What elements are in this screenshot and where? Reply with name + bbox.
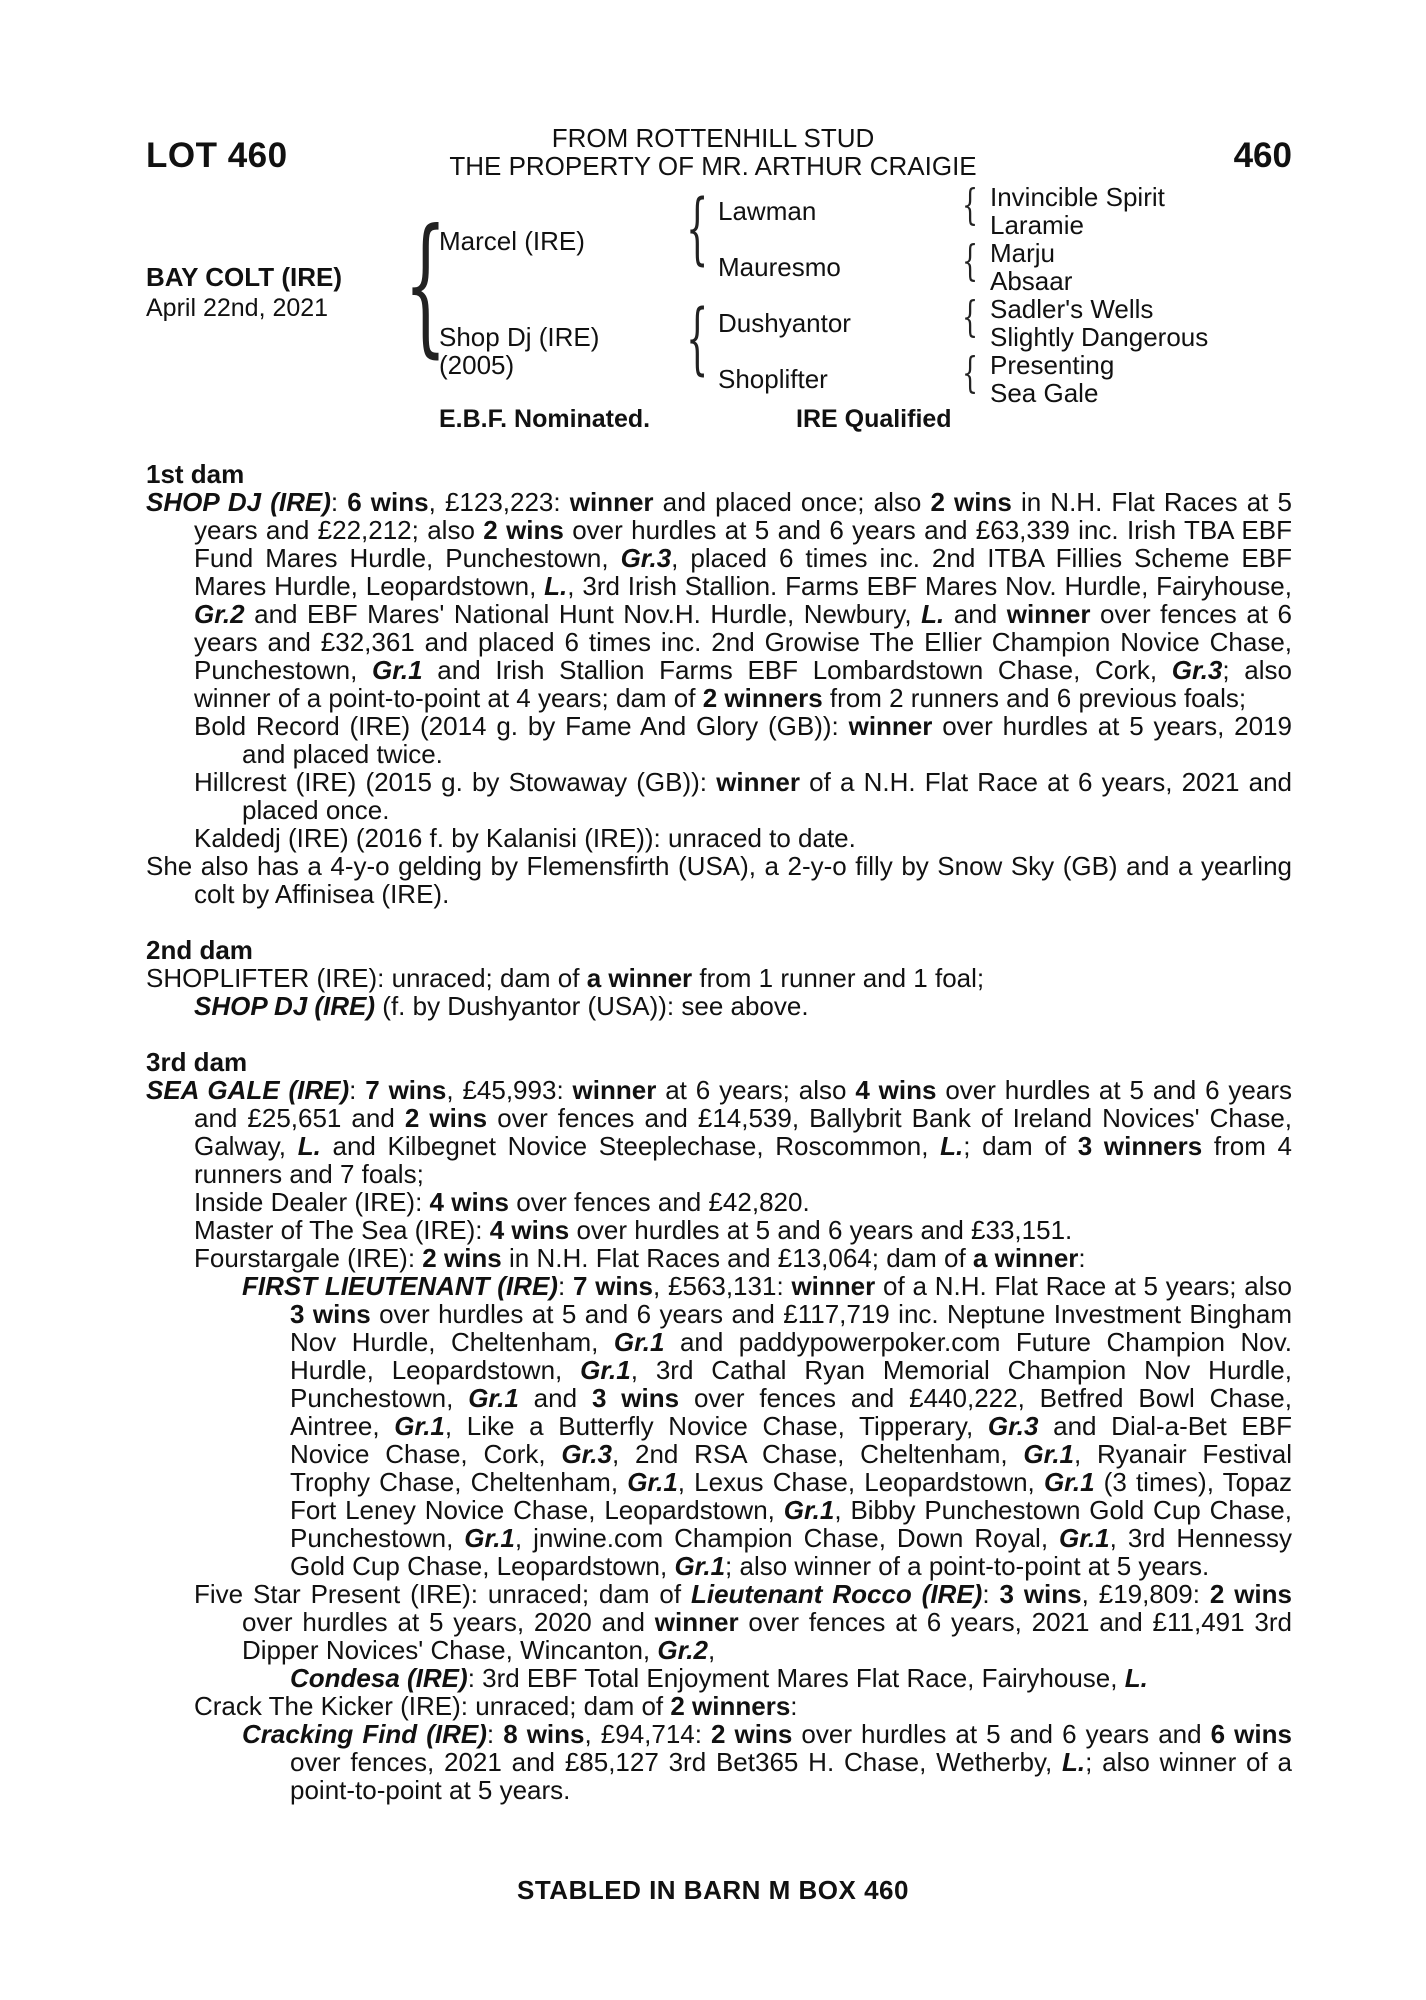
text: from 2 runners and 6 previous foals; (822, 683, 1247, 713)
pedigree-g6: Slightly Dangerous (990, 322, 1209, 352)
horse-name: Lieutenant Rocco (IRE) (690, 1579, 983, 1609)
text: , Ryanair Festival Trophy Chase, Cheltenham, (290, 1439, 1292, 1497)
pedigree-brace-g2: { (962, 236, 979, 285)
grade: Gr.1 (674, 1551, 726, 1581)
catalogue-body (146, 460, 1292, 1804)
grade: Gr.3 (561, 1439, 612, 1469)
wins: 4 wins (489, 1215, 570, 1245)
text: and Kilbegnet Novice Steeplechase, Roscommon, (320, 1131, 941, 1161)
text: , £563,131: (653, 1271, 792, 1301)
wins: 8 wins (503, 1719, 585, 1749)
pedigree-sire-sire: Lawman (718, 196, 817, 226)
wins: 4 wins (429, 1187, 510, 1217)
offspring-hillcrest (194, 768, 1292, 824)
horse-name: Cracking Find (IRE) (242, 1719, 487, 1749)
text: over hurdles at 5 years, 2019 and placed twice. (242, 711, 1292, 769)
text: over fences and £14,539, Ballybrit Bank of Ireland Novices' Chase, Galway, (194, 1103, 1292, 1161)
text: : (982, 1579, 1000, 1609)
pedigree-dam-dam: Shoplifter (718, 364, 828, 394)
consignor-block (0, 124, 1426, 180)
pedigree-brace-g1: { (962, 180, 979, 229)
pedigree-g8: Sea Gale (990, 378, 1099, 408)
pedigree-g5: Sadler's Wells (990, 294, 1154, 324)
pedigree-dam-sire: Dushyantor (718, 308, 851, 338)
winners: 2 winners (670, 1691, 791, 1721)
listed: L. (1124, 1663, 1148, 1693)
text: over fences and £440,222, Betfred Bowl Chase, Aintree, (290, 1383, 1292, 1441)
text: (3 times), Topaz Fort Leney Novice Chase, Leopardstown, (290, 1467, 1292, 1525)
grade: Gr.3 (1171, 655, 1223, 685)
text: Five Star Present (IRE): unraced; dam of (194, 1579, 691, 1609)
grade: Gr.1 (1059, 1523, 1110, 1553)
pedigree-g2: Laramie (990, 210, 1084, 240)
pedigree-g1: Invincible Spirit (990, 182, 1165, 212)
horse-name: FIRST LIEUTENANT (IRE) (242, 1271, 558, 1301)
text: at 6 years; also (656, 1075, 856, 1105)
text: , £19,809: (1081, 1579, 1210, 1609)
text: and Irish Stallion Farms EBF Lombardstown Chase, Cork, (422, 655, 1172, 685)
text: and (518, 1383, 592, 1413)
text: and (944, 599, 1007, 629)
text: , Like a Butterfly Novice Chase, Tipperary, (444, 1411, 988, 1441)
text: ; dam of (963, 1131, 1078, 1161)
winner: winner (572, 1075, 657, 1105)
pedigree-sire-dam: Mauresmo (718, 252, 841, 282)
wins: 2 wins (483, 515, 564, 545)
pedigree-brace-g3: { (962, 292, 979, 341)
dam-name: SHOP DJ (IRE) (146, 487, 331, 517)
text: from 4 runners and 7 foals; (194, 1131, 1293, 1189)
listed: L. (940, 1131, 964, 1161)
horse-name: SHOP DJ (IRE) (194, 991, 376, 1021)
lot-label: LOT 460 (146, 136, 288, 175)
pedigree-brace-g4: { (962, 348, 979, 397)
first-dam-record (146, 488, 1292, 712)
text: over hurdles at 5 and 6 years and £63,339 inc. Irish TBA EBF Fund Mares Hurdle, Punchestown, (194, 515, 1292, 573)
wins: 6 wins (347, 487, 429, 517)
text: , 3rd Cathal Ryan Memorial Champion Nov Hurdle, Punchestown, (290, 1355, 1292, 1413)
pedigree-g4: Absaar (990, 266, 1073, 296)
wins: 3 wins (999, 1579, 1082, 1609)
winner: a winner (972, 1243, 1079, 1273)
winners: 3 winners (1077, 1131, 1203, 1161)
grade: Gr.3 (620, 543, 672, 573)
text: , £94,714: (584, 1719, 712, 1749)
third-dam-heading: 3rd dam (146, 1047, 248, 1077)
pedigree-brace-main: { (404, 198, 447, 372)
text: Hillcrest (IRE) (2015 g. by Stowaway (GB)): (194, 767, 717, 797)
wins: 2 wins (711, 1719, 793, 1749)
text: , £123,223: (428, 487, 570, 517)
second-dam-record (146, 964, 1292, 992)
second-dam-offspring (194, 992, 1292, 1020)
from-line: FROM ROTTENHILL STUD (551, 123, 875, 153)
text: Inside Dealer (IRE): (194, 1187, 430, 1217)
text: : (557, 1271, 573, 1301)
text: : (790, 1691, 798, 1721)
text: from 1 runner and 1 foal; (692, 963, 985, 993)
winner: winner (569, 487, 654, 517)
wins: 2 wins (930, 487, 1012, 517)
winner: winner (716, 767, 800, 797)
text: ; also winner of a point-to-point at 5 years. (725, 1551, 1210, 1581)
listed: L. (297, 1131, 321, 1161)
text: , Bibby Punchestown Gold Cup Chase, Punchestown, (290, 1495, 1292, 1553)
grandoffspring-condesa (290, 1664, 1292, 1692)
grade: Gr.1 (1023, 1439, 1074, 1469)
text: SHOPLIFTER (IRE): unraced; dam of (146, 963, 587, 993)
grade: Gr.3 (987, 1411, 1039, 1441)
pedigree-sire: Marcel (IRE) (439, 226, 585, 256)
text: , £45,993: (446, 1075, 573, 1105)
third-dam-record (146, 1076, 1292, 1188)
wins: 6 wins (1210, 1719, 1292, 1749)
lot-number: 460 (1233, 136, 1292, 175)
grandoffspring-cracking-find (242, 1720, 1292, 1804)
text: , jnwine.com Champion Chase, Down Royal, (514, 1523, 1060, 1553)
listed: L. (921, 599, 945, 629)
text: : (349, 1075, 366, 1105)
grade: Gr.1 (783, 1495, 835, 1525)
text: ; also winner of a point-to-point at 4 years; dam of (194, 655, 1292, 713)
text: over fences, 2021 and £85,127 3rd Bet365 H. Chase, Wetherby, (290, 1747, 1063, 1777)
second-dam-heading: 2nd dam (146, 935, 253, 965)
text: ; also winner of a point-to-point at 5 years. (290, 1747, 1292, 1805)
text: in N.H. Flat Races and £13,064; dam of (501, 1243, 973, 1273)
text: over hurdles at 5 and 6 years and £117,719 inc. Neptune Investment Bingham Nov Hurdle, Cheltenham, (290, 1299, 1292, 1357)
grade: Gr.1 (372, 655, 423, 685)
offspring-master-of-the-sea (194, 1216, 1292, 1244)
grade: Gr.1 (627, 1467, 678, 1497)
text: over hurdles at 5 years, 2020 and (242, 1607, 655, 1637)
wins: 4 wins (855, 1075, 937, 1105)
offspring-kaldedj: Kaldedj (IRE) (2016 f. by Kalanisi (IRE)): unraced to date. (194, 823, 856, 853)
foaling-date: April 22nd, 2021 (146, 294, 329, 322)
text: , Lexus Chase, Leopardstown, (677, 1467, 1044, 1497)
pedigree-brace-dam: { (686, 294, 709, 384)
dam-name: SEA GALE (IRE) (146, 1075, 350, 1105)
stabling-note: STABLED IN BARN M BOX 460 (517, 1875, 909, 1905)
winner: winner (791, 1271, 876, 1301)
other-foals: She also has a 4-y-o gelding by Flemensfirth (USA), a 2-y-o filly by Snow Sky (GB) and a yearling colt by Affinisea (IRE). (146, 851, 1292, 909)
pedigree-g7: Presenting (990, 350, 1115, 380)
grade: Gr.1 (613, 1327, 665, 1357)
wins: 3 wins (591, 1383, 680, 1413)
winners: 2 winners (702, 683, 823, 713)
listed: L. (544, 571, 568, 601)
grade: Gr.1 (394, 1411, 445, 1441)
ire-qualified: IRE Qualified (796, 405, 952, 433)
text: , 3rd Hennessy Gold Cup Chase, Leopardstown, (290, 1523, 1292, 1581)
pedigree-dam: Shop Dj (IRE) (439, 322, 600, 352)
pedigree-dam-year: (2005) (439, 350, 515, 380)
grandoffspring-first-lieutenant (242, 1272, 1292, 1580)
text: , 2nd RSA Chase, Cheltenham, (611, 1439, 1024, 1469)
text: Bold Record (IRE) (2014 g. by Fame And Glory (GB)): (194, 711, 849, 741)
text: : (330, 487, 348, 517)
horse-description: BAY COLT (IRE) (146, 262, 342, 292)
text: , 3rd Irish Stallion. Farms EBF Mares Nov. Hurdle, Fairyhouse, (567, 571, 1292, 601)
winner: winner (654, 1607, 739, 1637)
grade: Gr.1 (580, 1355, 631, 1385)
grade: Gr.1 (464, 1523, 515, 1553)
text: over fences at 6 years and £32,361 and placed 6 times inc. 2nd Growise The Ellier Champion Novice Chase, Punchestown, (194, 599, 1292, 685)
offspring-fourstargale (194, 1244, 1292, 1272)
text: and paddypowerpoker.com Future Champion Nov. Hurdle, Leopardstown, (290, 1327, 1292, 1385)
grade: Gr.2 (657, 1635, 708, 1665)
winner: a winner (586, 963, 693, 993)
pedigree-brace-sire: { (686, 184, 709, 274)
text: of a N.H. Flat Race at 5 years; also (875, 1271, 1292, 1301)
text: Fourstargale (IRE): (194, 1243, 423, 1273)
text: , (707, 1635, 716, 1665)
winner: winner (1006, 599, 1091, 629)
grade: Gr.1 (1043, 1467, 1095, 1497)
text: , placed 6 times inc. 2nd ITBA Fillies Scheme EBF Mares Hurdle, Leopardstown, (194, 543, 1292, 601)
winner: winner (848, 711, 933, 741)
text: and Dial-a-Bet EBF Novice Chase, Cork, (290, 1411, 1293, 1469)
wins: 2 wins (404, 1103, 488, 1133)
text: over hurdles at 5 and 6 years and (792, 1719, 1211, 1749)
text: of a N.H. Flat Race at 6 years, 2021 and placed once. (242, 767, 1292, 825)
text: : (486, 1719, 504, 1749)
text: (f. by Dushyantor (USA)): see above. (375, 991, 809, 1021)
text: over fences at 6 years, 2021 and £11,491 3rd Dipper Novices' Chase, Wincanton, (242, 1607, 1292, 1665)
text: over hurdles at 5 and 6 years and £33,151. (569, 1215, 1073, 1245)
pedigree-g3: Marju (990, 238, 1056, 268)
horse-name: Condesa (IRE) (290, 1663, 468, 1693)
grade: Gr.2 (194, 599, 245, 629)
offspring-bold-record (194, 712, 1292, 768)
grade: Gr.1 (468, 1383, 519, 1413)
ebf-nominated: E.B.F. Nominated. (439, 405, 651, 433)
text: and placed once; also (653, 487, 931, 517)
listed: L. (1062, 1747, 1086, 1777)
text: Crack The Kicker (IRE): unraced; dam of (194, 1691, 671, 1721)
wins: 3 wins (290, 1299, 371, 1329)
text: and EBF Mares' National Hunt Nov.H. Hurdle, Newbury, (244, 599, 922, 629)
text: : 3rd EBF Total Enjoyment Mares Flat Race, Fairyhouse, (467, 1663, 1125, 1693)
offspring-five-star-present (194, 1580, 1292, 1664)
text: : (1078, 1243, 1086, 1273)
first-dam-heading: 1st dam (146, 459, 245, 489)
offspring-crack-the-kicker (194, 1692, 1292, 1720)
wins: 2 wins (1209, 1579, 1292, 1609)
wins: 7 wins (365, 1075, 447, 1105)
wins: 2 wins (422, 1243, 502, 1273)
text: over fences and £42,820. (509, 1187, 810, 1217)
text: in N.H. Flat Races at 5 years and £22,212; also (194, 487, 1292, 545)
wins: 7 wins (572, 1271, 653, 1301)
text: over hurdles at 5 and 6 years and £25,651 and (194, 1075, 1292, 1133)
property-line: THE PROPERTY OF MR. ARTHUR CRAIGIE (449, 151, 977, 181)
text: Master of The Sea (IRE): (194, 1215, 490, 1245)
offspring-inside-dealer (194, 1188, 1292, 1216)
